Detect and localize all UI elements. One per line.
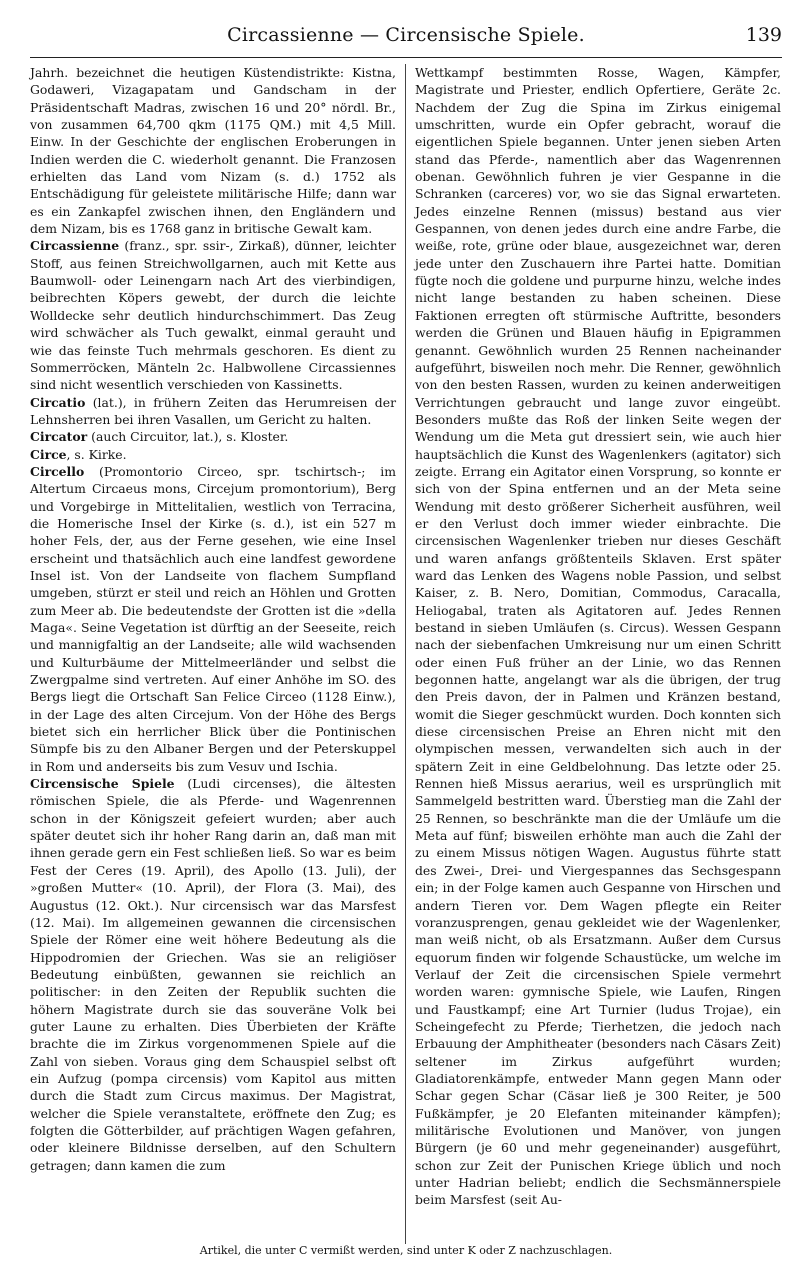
entry-text: (lat.), in frühern Zeiten das Herumreisen der Lehnsherren bei ihren Vasallen, um Gericht zu halten.	[30, 394, 396, 427]
dictionary-entry	[30, 775, 396, 1174]
entry-headword: Circe	[30, 446, 67, 462]
dictionary-entry	[30, 463, 396, 775]
right-column	[415, 64, 781, 1209]
column-divider	[405, 64, 406, 1244]
entry-headword: Circensische Spiele	[30, 776, 175, 792]
dictionary-entry	[30, 446, 396, 463]
entry-headword: Circassienne	[30, 238, 120, 254]
page-header	[30, 24, 782, 54]
dictionary-entry	[30, 237, 396, 393]
entry-text: Jahrh. bezeichnet die heutigen Küstendistrikte: Kistna, Godaweri, Vizagapatam und Gandscham in der Präsidentschaft Madras, zwischen 16 und 20° nördl. Br., von zusammen 64,700 qkm (1175 QM.) mit 4,5 Mill. Einw. In der Geschichte der englischen Eroberungen in Indien werden die C. wiederholt genannt. Die Franzosen erhielten das Land vom Nizam (s. d.) 1752 als Entschädigung für geleistete militärische Hilfe; dann war es ein Zankapfel zwischen ihnen, den Engländern und dem Nizam, bis es 1768 ganz in britische Gewalt kam.	[30, 65, 396, 237]
header-rule	[30, 57, 782, 58]
running-title: Circassienne — Circensische Spiele.	[227, 24, 585, 46]
entry-headword: Circatio	[30, 394, 86, 410]
entry-headword: Circator	[30, 429, 88, 445]
entry-headword: Circello	[30, 463, 85, 479]
page-footer-note: Artikel, die unter C vermißt werden, sind unter K oder Z nachzuschlagen.	[199, 1244, 613, 1257]
entry-text: Wettkampf bestimmten Rosse, Wagen, Kämpfer, Magistrate und Priester, endlich Opfertiere, Geräte 2c. Nachdem der Zug die Spina im Zirkus einigemal umschritten, wurde ein Opfer gebracht, worauf die eigentlichen Spiele begannen. Unter jenen sieben Arten stand das Pferde-, namentlich aber das Wagenrennen obenan. Gewöhnlich fuhren je vier Gespanne in die Schranken (carceres) vor, wo sie das Signal erwarteten. Jedes einzelne Rennen (missus) bestand aus vier Gespannen, von denen jedes durch eine andre Farbe, die weiße, rote, grüne oder blaue, ausgezeichnet war, deren jede unter den Zuschauern ihre Partei hatte. Domitian fügte noch die goldene und purpurne hinzu, welche indes nicht lange bestanden zu haben scheinen. Diese Faktionen erregten oft stürmische Auftritte, besonders werden die Grünen und Blauen häufig in Epigrammen genannt. Gewöhnlich wurden 25 Rennen nacheinander aufgeführt, bisweilen noch mehr. Die Renner, gewöhnlich von den besten Rassen, wurden zu keinen anderweitigen Verrichtungen gebraucht und lange zuvor eingeübt. Besonders mußte das Roß der linken Seite wegen der Wendung um die Meta gut dressiert sein, wie auch hier hauptsächlich die Kunst des Wagenlenkers (agitator) sich zeigte. Errang ein Agitator einen Vorsprung, so konnte er sich von der Spina entfernen und an der Meta seine Wendung mit desto größerer Sicherheit ausführen, weil er den Verlust doch immer wieder einbrachte. Die circensischen Wagenlenker trieben nur dieses Geschäft und waren anfangs größtenteils Sklaven. Erst später ward das Lenken des Wagens noble Passion, und selbst Kaiser, z. B. Nero, Domitian, Commodus, Caracalla, Heliogabal, traten als Agitatoren auf. Jedes Rennen bestand in sieben Umläufen (s. Circus). Wessen Gespann nach der siebenfachen Umkreisung nur um einen Schritt oder einen Fuß früher an der Linie, wo das Rennen begonnen hatte, angelangt war als die übrigen, der trug den Preis davon, der in Palmen und Kränzen bestand, womit die Sieger geschmückt wurden. Doch konnten sich diese circensischen Preise an Ehren nicht mit den olympischen messen, verwandelten sich auch in der spätern Zeit in eine Geldbelohnung. Das letzte oder 25. Rennen hieß Missus aerarius, weil es ursprünglich mit Sammelgeld bestritten ward. Überstieg man die Zahl der 25 Rennen, so beschränkte man die der Umläufe um die Meta auf fünf; bisweilen erhöhte man auch die Zahl der zu einem Missus nötigen Wagen. Augustus führte statt des Zwei-, Drei- und Viergespannes das Sechsgespann ein; in der Folge kamen auch Gespanne von Hirschen und andern Tieren vor. Dem Wagen pflegte ein Reiter voranzusprengen, genau gekleidet wie der Wagenlenker, man weiß nicht, ob als Ersatzmann. Außer dem Cursus equorum finden wir folgende Schaustücke, um welche im Verlauf der Zeit die circensischen Spiele vermehrt worden waren: gymnische Spiele, wie Laufen, Ringen und Faustkampf; eine Art Turnier (ludus Trojae), ein Scheingefecht zu Pferde; Tierhetzen, die jedoch nach Erbauung der Amphitheater (besonders nach Cäsars Zeit) seltener im Zirkus aufgeführt wurden; Gladiatorenkämpfe, entweder Mann gegen Mann oder Schar gegen Schar (Cäsar ließ je 300 Reiter, je 500 Fußkämpfer, je 20 Elefanten miteinander kämpfen); militärische Evolutionen und Manöver, von jungen Bürgern (je 60 und mehr gegeneinander) ausgeführt, schon zur Zeit der Punischen Kriege üblich und noch unter Hadrian beliebt; endlich die Sechsmännerspiele beim Marsfest (seit Au-	[415, 65, 781, 1208]
dictionary-entry	[30, 64, 396, 237]
dictionary-entry	[30, 394, 396, 429]
dictionary-entry	[415, 64, 781, 1209]
entry-text: (Promontorio Circeo, spr. tschirtsch-; im Altertum Circaeus mons, Circejum promontorium), Berg und Vorgebirge in Mittelitalien, westlich von Terracina, die Homerische Insel der Kirke (s. d.), ist ein 527 m hoher Fels, der, aus der Ferne gesehen, wie eine Insel erscheint und thatsächlich auch eine landfest gewordene Insel ist. Von der Landseite von flachem Sumpfland umgeben, stürzt er steil und reich an Höhlen und Grotten zum Meer ab. Die bedeutendste der Grotten ist die »della Maga«. Seine Vegetation ist dürftig an der Seeseite, reich und mannigfaltig an der Landseite; alle wild wachsenden und Kulturbäume der Mittelmeerländer und selbst die Zwergpalme sind vertreten. Auf einer Anhöhe im SO. des Bergs liegt die Ortschaft San Felice Circeo (1128 Einw.), in der Lage des alten Circejum. Von der Höhe des Bergs bietet sich ein herrlicher Blick über die Pontinischen Sümpfe bis zu den Albaner Bergen und der Peterskuppel in Rom und anderseits bis zum Vesuv und Ischia.	[30, 463, 396, 774]
page-number: 139	[745, 24, 782, 46]
left-column	[30, 64, 396, 1174]
entry-text: (franz., spr. ssir-, Zirkaß), dünner, leichter Stoff, aus feinen Streichwollgarnen, auch mit Kette aus Baumwoll- oder Leinengarn nach Art des vierbindigen, beibrechten Köpers gewebt, der durch die leichte Wolldecke sehr deutlich hindurchschimmert. Das Zeug wird schwächer als Tuch gewalkt, einmal gerauht und wie das feinste Tuch mehrmals geschoren. Es dient zu Sommerröcken, Mänteln 2c. Halbwollene Circassiennes sind nicht wesentlich verschieden von Kassinetts.	[30, 238, 396, 393]
entry-text: (Ludi circenses), die ältesten römischen Spiele, die als Pferde- und Wagenrennen schon in der Königszeit gefeiert wurden; aber auch später deutet sich ihr hoher Rang darin an, daß man mit ihnen gerade gern ein Fest schließen ließ. So war es beim Fest der Ceres (19. April), des Apollo (13. Juli), der »großen Mutter« (10. April), der Flora (3. Mai), des Augustus (12. Okt.). Nur circensisch war das Marsfest (12. Mai). Im allgemeinen gewannen die circensischen Spiele der Römer eine weit höhere Bedeutung als die Hippodromien der Griechen. Was sie an religiöser Bedeutung einbüßten, gewannen sie reichlich an politischer: in den Zeiten der Republik suchten die höhern Magistrate durch sie das souveräne Volk bei guter Laune zu erhalten. Dies Überbieten der Kräfte brachte die im Zirkus vorgenommenen Spiele auf die Zahl von sieben. Voraus ging dem Schauspiel selbst oft ein Aufzug (pompa circensis) vom Kapitol aus mitten durch die Stadt zum Circus maximus. Der Magistrat, welcher die Spiele veranstaltete, eröffnete den Zug; es folgten die Götterbilder, auf prächtigen Wagen gefahren, oder kleinere Bildnisse derselben, auf den Schultern getragen; dann kamen die zum	[30, 776, 396, 1173]
entry-text: (auch Circuitor, lat.), s. Kloster.	[87, 429, 289, 445]
dictionary-entry	[30, 428, 396, 445]
entry-text: , s. Kirke.	[66, 446, 127, 462]
